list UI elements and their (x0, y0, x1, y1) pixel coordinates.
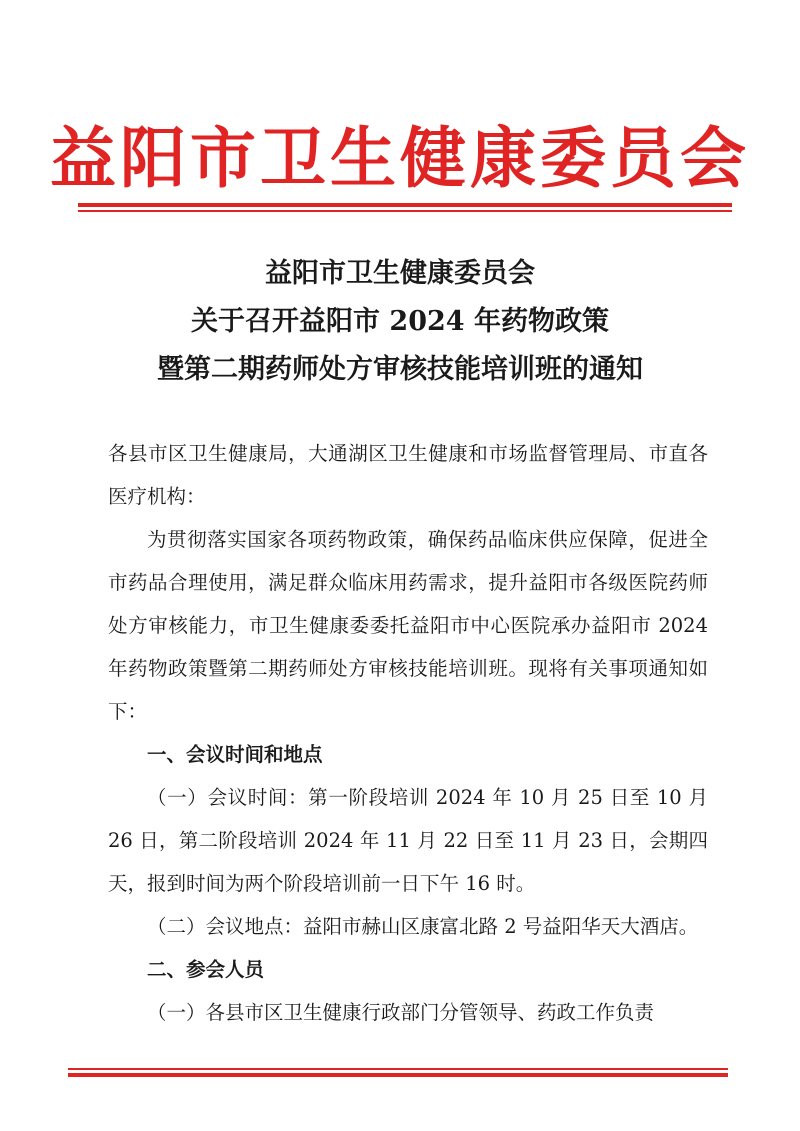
footer-rule-thick (68, 1073, 728, 1077)
section1-item-1: （一）会议时间：第一阶段培训 2024 年 10 月 25 日至 10 月 26 日，第二阶段培训 2024 年 11 月 22 日至 11 月 23 日，会期四天，报到时间为两个阶段培训前一日下午 16 时。 (108, 786, 708, 895)
section2-item-1: （一）各县市区卫生健康行政部门分管领导、药政工作负责 (147, 1001, 655, 1024)
title-line-2: 关于召开益阳市 2024 年药物政策 (191, 306, 609, 337)
letterhead-org-name: 益阳市卫生健康委员会 (50, 119, 750, 197)
document-body (108, 432, 708, 1034)
letterhead-rule-thick (78, 203, 732, 207)
section-heading-1: 一、会议时间和地点 (147, 743, 323, 766)
section1-item-2: （二）会议地点：益阳市赫山区康富北路 2 号益阳华天大酒店。 (147, 915, 699, 938)
title-line-3: 暨第二期药师处方审核技能培训班的通知 (157, 354, 643, 385)
title-line-1: 益阳市卫生健康委员会 (265, 258, 535, 289)
intro-paragraph: 为贯彻落实国家各项药物政策，确保药品临床供应保障，促进全市药品合理使用，满足群众临床用药需求，提升益阳市各级医院药师处方审核能力，市卫生健康委委托益阳市中心医院承办益阳市 2024 年药物政策暨第二期药师处方审核技能培训班。现将有关事项通知如下： (108, 528, 708, 723)
letterhead-rule-thin (78, 210, 732, 212)
section-heading-2: 二、参会人员 (147, 958, 265, 981)
footer-rule-thin (68, 1068, 728, 1070)
salutation: 各县市区卫生健康局，大通湖区卫生健康和市场监督管理局、市直各医疗机构： (108, 442, 708, 508)
document-title (0, 250, 800, 394)
